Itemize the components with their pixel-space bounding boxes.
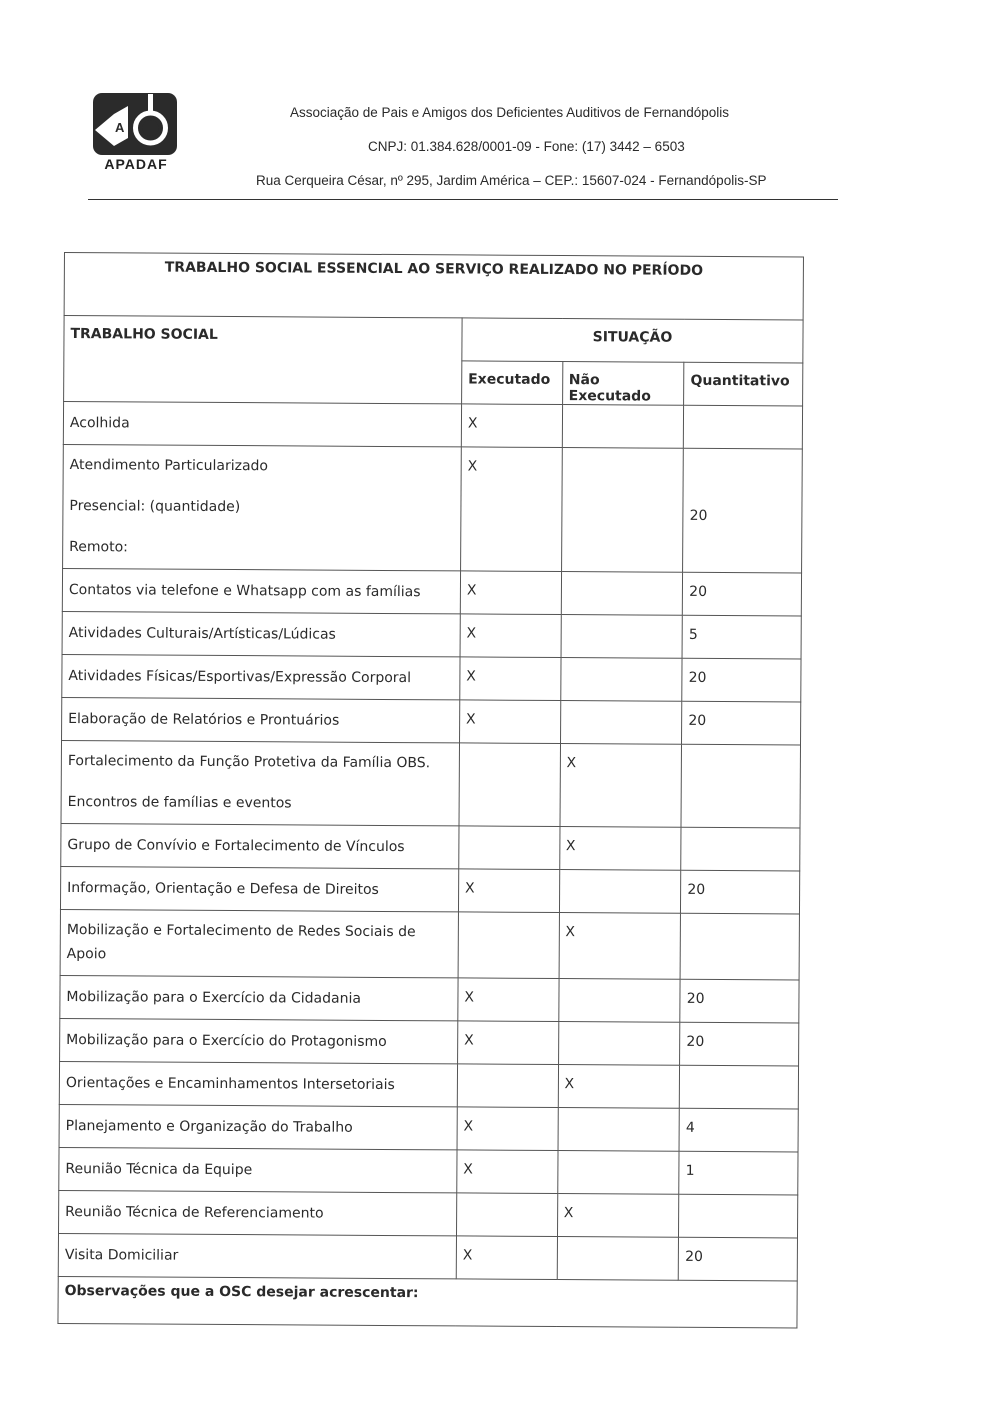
table-row — [59, 1104, 798, 1152]
logo-text: APADAF — [104, 156, 168, 172]
apadaf-logo — [90, 92, 180, 174]
activity-label: Mobilização para o Exercício do Protagonismo — [66, 1032, 387, 1050]
table-row — [60, 975, 799, 1023]
activity-label: Fortalecimento da Função Protetiva da Família OBS. — [67, 753, 431, 772]
executed-mark — [459, 826, 560, 870]
activity-cell — [59, 1061, 457, 1106]
quantity-value: 20 — [680, 979, 799, 1023]
activity-cell — [61, 740, 459, 825]
activity-cell — [61, 823, 459, 868]
activity-label: Reunião Técnica de Referenciamento — [65, 1204, 324, 1222]
not-executed-mark — [561, 448, 683, 573]
table-row — [61, 823, 800, 871]
activity-cell — [60, 866, 458, 911]
activity-label: Acolhida — [69, 415, 130, 432]
not-executed-mark — [560, 701, 682, 745]
executed-mark: X — [457, 1150, 558, 1194]
quantity-value — [684, 405, 803, 449]
not-executed-mark — [561, 572, 683, 616]
executed-mark: X — [460, 571, 561, 615]
not-executed-mark: X — [559, 913, 681, 980]
activity-label: Visita Domiciliar — [64, 1247, 179, 1264]
not-executed-mark — [562, 405, 684, 449]
header-divider — [88, 199, 838, 200]
activity-label: Contatos via telefone e Whatsapp com as famílias — [68, 582, 421, 601]
activity-label: Encontros de famílias e eventos — [67, 794, 292, 812]
quantity-value — [680, 1065, 799, 1109]
table-row — [59, 1147, 798, 1195]
activity-cell — [59, 1147, 457, 1192]
quantity-value: 20 — [683, 572, 802, 616]
activity-label: Atividades Culturais/Artísticas/Lúdicas — [68, 625, 336, 643]
observations-row — [58, 1276, 797, 1328]
activity-label: Atividades Físicas/Esportivas/Expressão Corporal — [68, 668, 412, 687]
quantity-value: 5 — [682, 615, 801, 659]
not-executed-mark — [559, 870, 681, 914]
not-executed-mark — [558, 979, 680, 1023]
activity-label: Orientações e Encaminhamentos Intersetoriais — [65, 1075, 395, 1094]
not-executed-mark — [560, 658, 682, 702]
not-executed-mark — [558, 1108, 680, 1152]
quantity-value: 20 — [678, 1237, 797, 1281]
activity-cell — [60, 1018, 458, 1063]
table-row — [61, 740, 800, 828]
ear-logo-icon — [92, 92, 178, 156]
quantity-value: 20 — [682, 701, 801, 745]
activity-label: Presencial: (quantidade) — [69, 498, 241, 516]
table-row — [59, 1061, 798, 1109]
observations-label: Observações que a OSC desejar acrescentar: — [58, 1276, 797, 1328]
table-row — [63, 402, 802, 450]
activity-label: Mobilização e Fortalecimento de Redes Sociais de Apoio — [66, 922, 416, 963]
executed-mark: X — [457, 1021, 558, 1065]
activity-cell — [59, 1104, 457, 1149]
executed-mark: X — [459, 700, 560, 744]
activity-label: Remoto: — [69, 539, 128, 556]
activity-cell — [60, 909, 458, 977]
quantity-value — [681, 827, 800, 871]
table-row — [60, 1018, 799, 1066]
activity-cell — [62, 611, 460, 656]
executed-mark — [459, 743, 560, 827]
activity-label: Reunião Técnica da Equipe — [65, 1161, 253, 1179]
table-title: TRABALHO SOCIAL ESSENCIAL AO SERVIÇO REALIZADO NO PERÍODO — [64, 253, 803, 321]
executed-mark — [456, 1193, 557, 1237]
activity-cell — [60, 975, 458, 1020]
activity-label: Informação, Orientação e Defesa de Direitos — [67, 880, 379, 898]
table-row — [62, 568, 801, 616]
column-header-quantity: Quantitativo — [684, 362, 803, 406]
executed-mark: X — [460, 657, 561, 701]
executed-mark: X — [458, 869, 559, 913]
not-executed-mark: X — [558, 1065, 680, 1109]
not-executed-mark: X — [560, 744, 682, 828]
executed-mark: X — [460, 447, 561, 572]
table-row — [62, 697, 801, 745]
quantity-value — [680, 913, 799, 980]
not-executed-mark — [557, 1151, 679, 1195]
quantity-value: 20 — [682, 658, 801, 702]
not-executed-mark: X — [559, 827, 681, 871]
table-row — [60, 909, 799, 980]
organization-name: Associação de Pais e Amigos dos Deficientes Auditivos de Fernandópolis — [290, 105, 730, 120]
executed-mark — [458, 912, 559, 979]
activity-label: Mobilização para o Exercício da Cidadania — [66, 989, 361, 1007]
quantity-value — [681, 744, 800, 828]
table-row — [62, 611, 801, 659]
activity-cell — [63, 402, 461, 447]
table-row — [58, 1233, 797, 1281]
quantity-value: 20 — [683, 448, 802, 573]
table-row — [63, 444, 803, 573]
executed-mark: X — [458, 978, 559, 1022]
table-row — [62, 654, 801, 702]
activity-cell — [62, 654, 460, 699]
executed-mark: X — [456, 1236, 557, 1280]
quantity-value — [679, 1194, 798, 1238]
activity-cell — [62, 568, 460, 613]
address-line: Rua Cerqueira César, nº 295, Jardim América – CEP.: 15607-024 - Fernandópolis-SP — [256, 173, 767, 188]
column-header-activity: TRABALHO SOCIAL — [64, 316, 462, 404]
not-executed-mark — [558, 1022, 680, 1066]
not-executed-mark — [557, 1237, 679, 1281]
cnpj-phone-line: CNPJ: 01.384.628/0001-09 - Fone: (17) 3442 – 6503 — [368, 139, 685, 154]
quantity-value: 4 — [679, 1108, 798, 1152]
table-row — [59, 1190, 798, 1238]
executed-mark: X — [461, 404, 562, 448]
activity-label: Atendimento Particularizado — [69, 457, 269, 475]
not-executed-mark: X — [557, 1194, 679, 1238]
activity-cell — [62, 697, 460, 742]
activity-cell — [63, 444, 462, 570]
svg-text:A: A — [115, 120, 125, 135]
social-work-table — [57, 252, 804, 1329]
executed-mark: X — [460, 614, 561, 658]
quantity-value: 20 — [680, 1022, 799, 1066]
quantity-value: 20 — [681, 870, 800, 914]
column-header-not-executed: Não Executado — [562, 362, 684, 406]
activity-label: Elaboração de Relatórios e Prontuários — [68, 711, 340, 729]
executed-mark — [457, 1064, 558, 1108]
not-executed-mark — [561, 615, 683, 659]
column-header-situation: SITUAÇÃO — [462, 318, 803, 363]
quantity-value: 1 — [679, 1151, 798, 1195]
activity-label: Planejamento e Organização do Trabalho — [65, 1118, 353, 1136]
column-header-executed: Executado — [461, 361, 562, 405]
activity-label: Grupo de Convívio e Fortalecimento de Vínculos — [67, 837, 405, 856]
activity-cell — [59, 1190, 457, 1235]
activity-cell — [58, 1233, 456, 1278]
table-row — [60, 866, 799, 914]
executed-mark: X — [457, 1107, 558, 1151]
